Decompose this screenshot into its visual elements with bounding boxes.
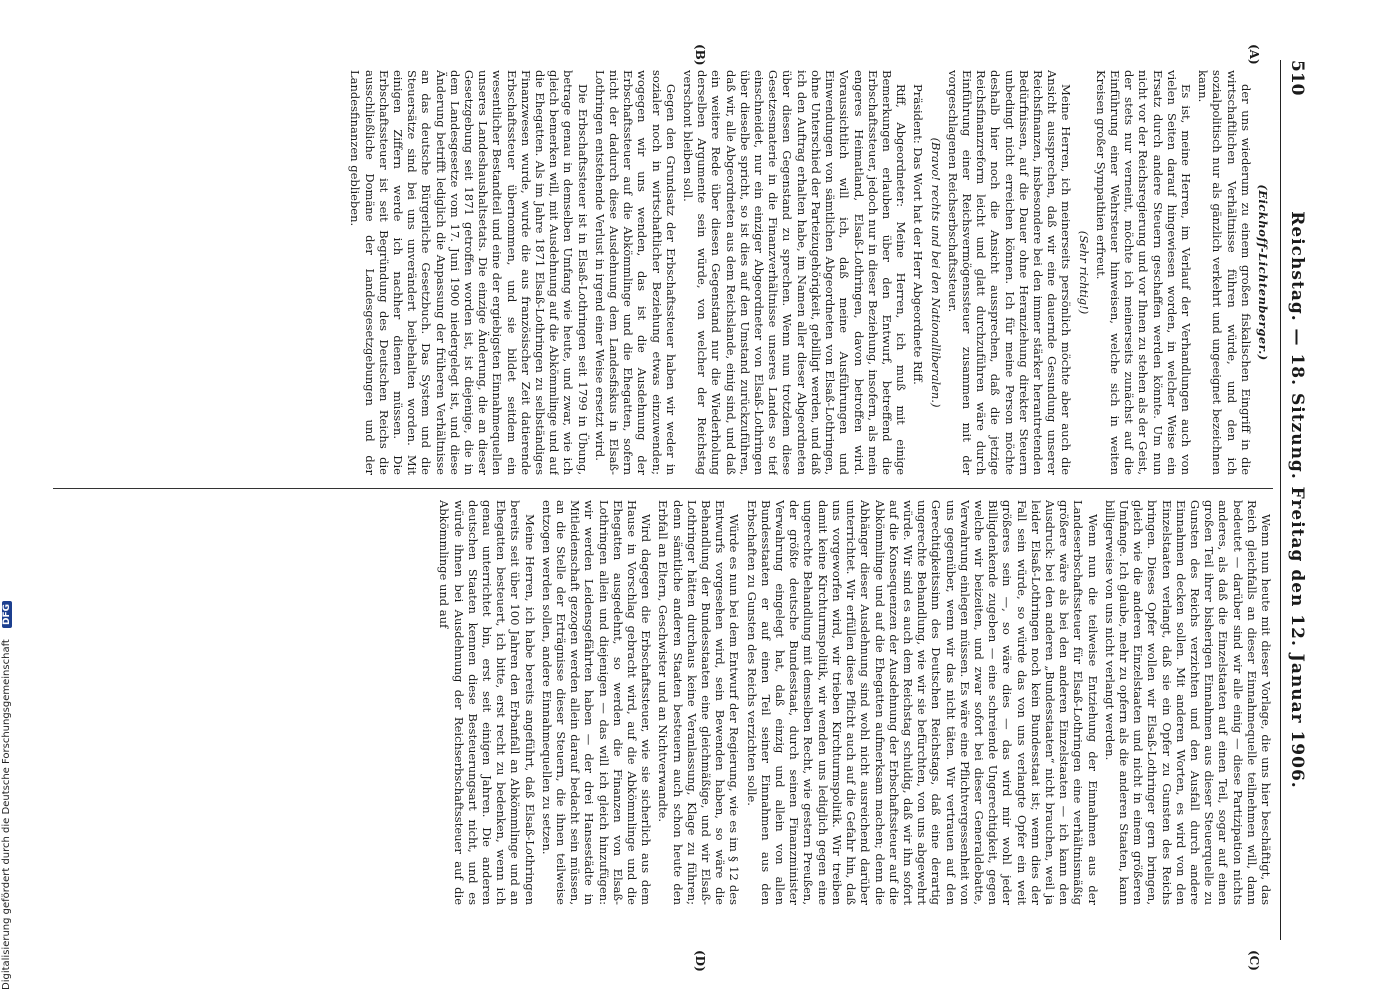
interjection: (Sehr richtig!) <box>1076 230 1091 315</box>
paragraph: Die Erbschaftssteuer ist in Elsaß-Lothringen seit 1799 in Übung, betrage genau in demselben Umfang wie heute, und zwar, wie ich gleich bemerken will, mit Ausdehnung auf die Abkömmlinge und auf die Ehegatten. Als im Jahre 1871 Elsaß-Lothringen zu selbständiges Finanzwesen wurde, wurde die aus französischer Zeit datierende Erbschaftssteuer übernommen, und sie bildet seitdem ein wesentlicher Bestandteil und eine der ergiebigsten Einnahmequellen unseres Landeshaushaltsetats. Die einzige Änderung, die an dieser Gesetzgebung seit 1871 getroffen worden ist, ist diejenige, die in dem Landesgesetze vom 17. Juni 1900 niedergelegt ist, und diese Änderung betrifft lediglich die Anpassung der früheren Verhältnisse an das deutsche Bürgerliche Gesetzbuch. Das System und die Steuersätze sind bei uns unverändert beibehalten worden. Mit einigen Ziffern werde ich nachher dienen müssen. Die Erbschaftssteuer ist seit Begründung des Deutschen Reichs die ausschließliche Domäne der Landesgesetzgebungen und der Landesfinanzen geblieben. <box>348 70 590 475</box>
running-title: Reichstag. — 18. Sitzung. Freitag den 12. Januar 1906. <box>1287 211 1307 789</box>
column-divider <box>53 488 1273 489</box>
speaker-name: (Eickhoff-Lichtenberger.) <box>1256 184 1270 361</box>
paragraph: Gegen den Grundsatz der Erbschaftssteuer haben wir weder in sozialer noch in wirtschaftlicher Beziehung etwas einzuwenden; wogegen wir uns wenden, das ist die Ausdehnung der Erbschaftssteuer auf die Abkömmlinge und die Ehegatten, sofern nicht der dadurch diese Ausdehnung dem Landesfiskus in Elsaß-Lothringen entstehende Verlust in irgend einer Weise ersetzt wird. <box>592 70 678 475</box>
dfg-logo: DFG <box>2 601 12 628</box>
paragraph: Wenn nun die teilweise Entziehung der Einnahmen aus der Landeserbschaftssteuer für Elsaß-Lothringen eine verhältnismäßig größere wäre als bei den anderen Einzelstaaten — ich kann den Ausdruck: bei den anderen „Bundesstaaten“ nicht brauchen, weil ja leider Elsaß-Lothringen noch kein Bundesstaat ist; wenn dies der Fall sein würde, so würde das von uns verlangte Opfer ein weit größeres sein —, so wäre dies — das wird mir wohl jeder Billigdenkende zugeben — eine schreiende Ungerechtigkeit, gegen welche wir beizeiten, und zwar sofort bei dieser Generaldebatte, Verwahrung einlegen müssen. Es wäre eine Pflichtvergessenheit von uns gegenüber, wenn wir das nicht täten. Wir vertrauen auf den Gerechtigkeitssinn des Deutschen Reichstags, daß eine derartig ungerechte Behandlung, wie wir sie befürchten, von uns abgewehrt würde. Wir sind es auch dem Reichstag schuldig, daß wir ihn sofort auf die Konsequenzen der Ausdehnung der Erbschaftssteuer auf die Abkömmlinge und auf die Ehegatten aufmerksam machen; denn die Abhänger dieser Ausdehnung sind wohl nicht ausreichend darüber unterrichtet. Wir erfüllen diese Pflicht auch auf die Gefahr hin, daß uns vorgeworfen wird, wir trieben Kirchturmspolitik. Wir treiben damit keine Kirchturmspolitik, wir wenden uns lediglich gegen eine ungerechte Behandlung mit demselben Recht, wie gestern Preußen, der größte deutsche Bundesstaat, durch seinen Finanzminister Verwahrung eingelegt hat, daß einzig und allein von allen Bundesstaaten er auf einen Teil seiner Einnahmen aus den Erbschaften zu Gunsten des Reichs verzichten solle. <box>744 500 1100 905</box>
left-column <box>63 70 1273 475</box>
margin-mark-b: (B) <box>693 44 707 66</box>
page-header <box>1283 60 1311 940</box>
paragraph: Würde es nun bei dem Entwurf der Regierung, wie es im § 12 des Entwurfs vorgesehen wird, sein Bewenden haben, so wäre die Behandlung der Bundesstaaten eine gleichmäßige, und wir Elsaß-Lothringer hätten durchaus keine Veranlassung, Klage zu führen; denn sämtliche anderen Staaten besteuern auch schon heute den Erbfall an Eltern, Geschwister und an Nichtverwandte. <box>656 500 742 905</box>
page-number: 510 <box>1287 60 1307 96</box>
margin-mark-a: (A) <box>1247 44 1261 65</box>
header-rule <box>1280 60 1281 940</box>
paragraph: Meine Herren, ich habe bereits angeführt, daß Elsaß-Lothringen bereits seit über 100 Jahren den Erbanfall an Abkömmlinge und an Ehegatten besteuert, ich bitte, erst recht zu bedenken, wenn ich genau unterrichtet bin, erst seit einigen Jahren. Die anderen deutschen Staaten kennen diese Besteuerungsart nicht, und es würde ihnen bei Ausdehnung der Reichserbschaftssteuer auf die Abkömmlinge und auf <box>437 500 537 905</box>
paragraph: Meine Herren, ich meinerseits persönlich möchte aber auch die Ansicht aussprechen, daß wir eine dauernde Gesundung unserer Reichsfinanzen, insbesondere bei den immer stärker herantretenden Bedürfnissen, auf die Dauer ohne Heranziehung direkter Steuern unbedingt nicht erreichen können. Ich für meine Person möchte deshalb hier noch die Ansicht aussprechen, daß die jetzige Reichsfinanzreform leicht und glatt durchzuführen wäre durch Einführung einer Reichsvermögenssteuer zusammen mit der vorgeschlagenen Reichserbschaftssteuer. <box>945 70 1074 475</box>
paragraph: der uns wiederum zu einem großen fiskalischen Eingriff in die wirtschaftlichen Verhältnisse führen würde, und den ich sozialpolitisch nur als gänzlich verkehrt und ungeeignet bezeichnen kann. <box>1196 70 1253 475</box>
margin-mark-d: (D) <box>693 950 707 972</box>
footer-credit: Digitalisierung gefördert durch die Deutsche Forschungsgemeinschaft <box>1 639 12 990</box>
margin-mark-c: (C) <box>1247 950 1261 971</box>
footer-text-wrapper <box>1 0 12 990</box>
paragraph: Wird dagegen die Erbschaftssteuer, wie sie sicherlich aus dem Hause in Vorschlag gebracht wird, auf die Abkömmlinge und die Ehegatten ausgedehnt, so werden die Finanzen von Elsaß-Lothringen allein und diejenigen — das will ich gleich hinzufügen: wir werden Leidensgefährten haben — der drei Hansestädte in Mitleidenschaft gezogen werden allein darauf bedacht sein müssen, an die Stelle der Erträgnisse dieser Steuern, die ihnen teilweise entzogen werden sollen, andere Einnahmequellen zu setzen. <box>539 500 654 905</box>
footer <box>0 0 14 1000</box>
right-column <box>63 500 1273 905</box>
interjection: (Bravo! rechts und bei den Nationalliberalen.) <box>928 137 943 408</box>
paragraph: Riff, Abgeordneter: Meine Herren, ich muß mit einige Bemerkungen erlauben über den Entwurf, betreffend die Erbschaftssteuer, jedoch nur in dieser Beziehung, insofern, als mein engeres Heimatland, Elsaß-Lothringen, davon betroffen wird. Voraussichtlich will ich, daß meine Ausführungen und Einwendungen von sämtlichen Abgeordneten von Elsaß-Lothringen, ohne Unterschied der Parteizugehörigkeit, gebilligt werden, und daß ich den Auftrag erhalten habe, im Namen aller dieser Abgeordneten über diesen Gegenstand zu sprechen. Wenn nun trotzdem diese Gesetzesmaterie in die Finanzverhältnisse unseres Landes so tief einschneidet, nur ein einziger Abgeordneter von Elsaß-Lothringen über dieselbe spricht, so ist dies auf den Umstand zurückzuführen, daß wir, alle Abgeordneten aus dem Reichslande, einig sind, und daß ein weitere Rede über diesen Gegenstand nur die Wiederholung derselben Argumente sein würde, von welcher der Reichstag verschont bleiben soll. <box>681 70 909 475</box>
paragraph: Wenn nun heute mit dieser Vorlage, die uns hier beschäftigt, das Reich gleichfalls an dieser Einnahmequelle teilnehmen will, dann bedeutet — darüber sind wir alle einig — diese Partizipation nichts anderes, als daß die Einzelstaaten auf einen Teil, sogar auf einen großen Teil ihrer bisherigen Einnahmen aus dieser Steuerquelle zu Gunsten des Reichs verzichten und den Ausfall durch andere Einnahmen decken sollen. Mit anderen Worten, es wird von den Einzelstaaten verlangt, daß sie ein Opfer zu Gunsten des Reichs bringen. Dieses Opfer wollen wir Elsaß-Lothringer gern bringen, gleich wie die anderen Einzelstaaten und nicht in einem größeren Umfange. Ich glaube, mehr zu opfern als die anderen Staaten, kann billigerweise von uns nicht verlangt werden. <box>1102 500 1273 905</box>
paragraph: Es ist, meine Herren, im Verlauf der Verhandlungen auch von vielen Seiten darauf hingewiesen worden, in welcher Weise ein Ersatz durch andere Steuern geschaffen werden könnte. Um nun nicht vor der Reichsregierung und vor Ihnen zu stehen als der Geist, der stets nur verneint, möchte ich meinerseits zunächst auf die Einführung einer Wehrsteuer hinweisen, welche sich in weiten Kreisen großer Sympathien erfreut. <box>1093 70 1193 475</box>
paragraph: Präsident: Das Wort hat der Herr Abgeordnete Riff. <box>911 84 926 385</box>
